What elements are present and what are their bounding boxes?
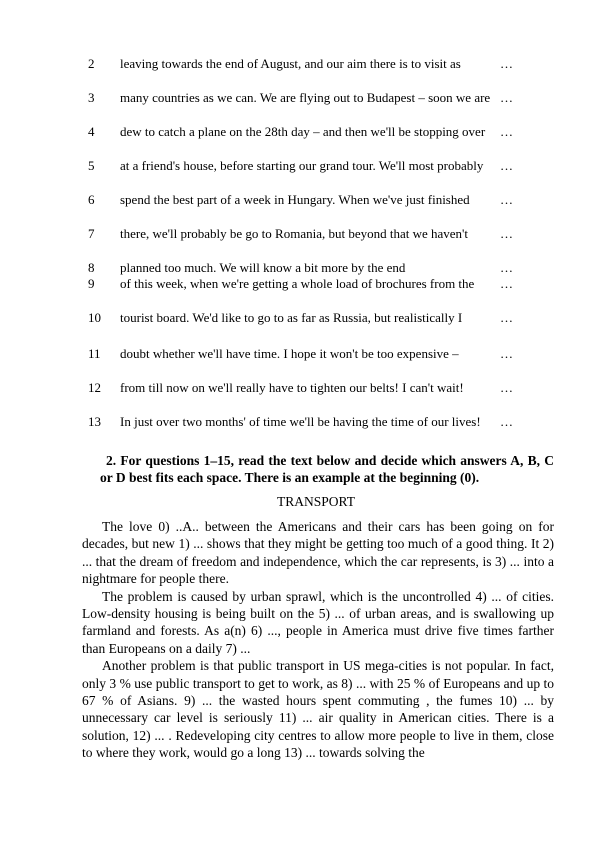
line-number: 7 [88,226,95,241]
line-text: many countries as we can. We are flying out to Budapest – soon we are [120,90,491,105]
line-number: 4 [88,124,95,139]
line-text: tourist board. We'd like to go to as far as Russia, but realistically I [120,310,463,325]
line-number: 8 [88,260,95,275]
line-answer-blank: … [500,90,513,105]
line-answer-blank: … [500,226,513,241]
task-text: 2. For questions 1–15, read the text below and decide which answers A, B, C or D best fits each space. There is an example at the beginning (0). [100,453,554,485]
paragraph: The problem is caused by urban sprawl, which is the uncontrolled 4) ... of cities. Low-density housing is being built on the 5) ... of urban areas, and is swallowing up farmland and forests. As a(n) 6) ..., people in America must drive five times farther than Europeans on a daily 7) ... [82,588,554,656]
cloze-text [82,518,554,762]
line-number: 9 [88,276,95,291]
section-title: TRANSPORT [277,494,355,509]
line-text: In just over two months' of time we'll be having the time of our lives! [120,414,481,429]
line-answer-blank: … [500,346,513,361]
line-answer-blank: … [500,192,513,207]
paragraph: The love 0) ..A.. between the Americans and their cars has been going on for decades, but new 1) ... shows that they might be getting too much of a good thing. It 2) ... that the dream of freedom and independence, which the car represents, is 3) ... into a nightmare for people there. [82,519,554,587]
line-text: spend the best part of a week in Hungary. When we've just finished [120,192,470,207]
line-text: dew to catch a plane on the 28th day – and then we'll be stopping over [120,124,486,139]
line-text: planned too much. We will know a bit more by the end [120,260,406,275]
paragraph: Another problem is that public transport in US mega-cities is not popular. In fact, only 3 % use public transport to get to work, as 8) ... with 25 % of Europeans and up to 67 % of Asians. 9) ... the wasted hours spent commuting , the fumes 10) ... by unnecessary car level is seriously 11) ... air quality in American cities. There is a solution, 12) ... . Redeveloping city centres to allow more people to live in them, close to where they work, would go a long 13) ... towards solving the [82,658,554,761]
line-text: of this week, when we're getting a whole load of brochures from the [120,276,475,291]
line-number: 10 [88,310,101,325]
line-number: 5 [88,158,95,173]
line-number: 3 [88,90,95,105]
task-instructions [100,452,554,486]
line-text: doubt whether we'll have time. I hope it won't be too expensive – [120,346,459,361]
line-text: leaving towards the end of August, and our aim there is to visit as [120,56,461,71]
line-answer-blank: … [500,276,513,291]
line-answer-blank: … [500,56,513,71]
line-answer-blank: … [500,124,513,139]
line-answer-blank: … [500,310,513,325]
line-text: there, we'll probably be go to Romania, but beyond that we haven't [120,226,469,241]
line-answer-blank: … [500,414,513,429]
line-number: 12 [88,380,101,395]
line-answer-blank: … [500,380,513,395]
line-number: 11 [88,346,101,361]
line-number: 6 [88,192,95,207]
line-number: 13 [88,414,101,429]
line-answer-blank: … [500,260,513,275]
line-text: at a friend's house, before starting our grand tour. We'll most probably [120,158,484,173]
line-answer-blank: … [500,158,513,173]
line-text: from till now on we'll really have to tighten our belts! I can't wait! [120,380,464,395]
line-number: 2 [88,56,95,71]
